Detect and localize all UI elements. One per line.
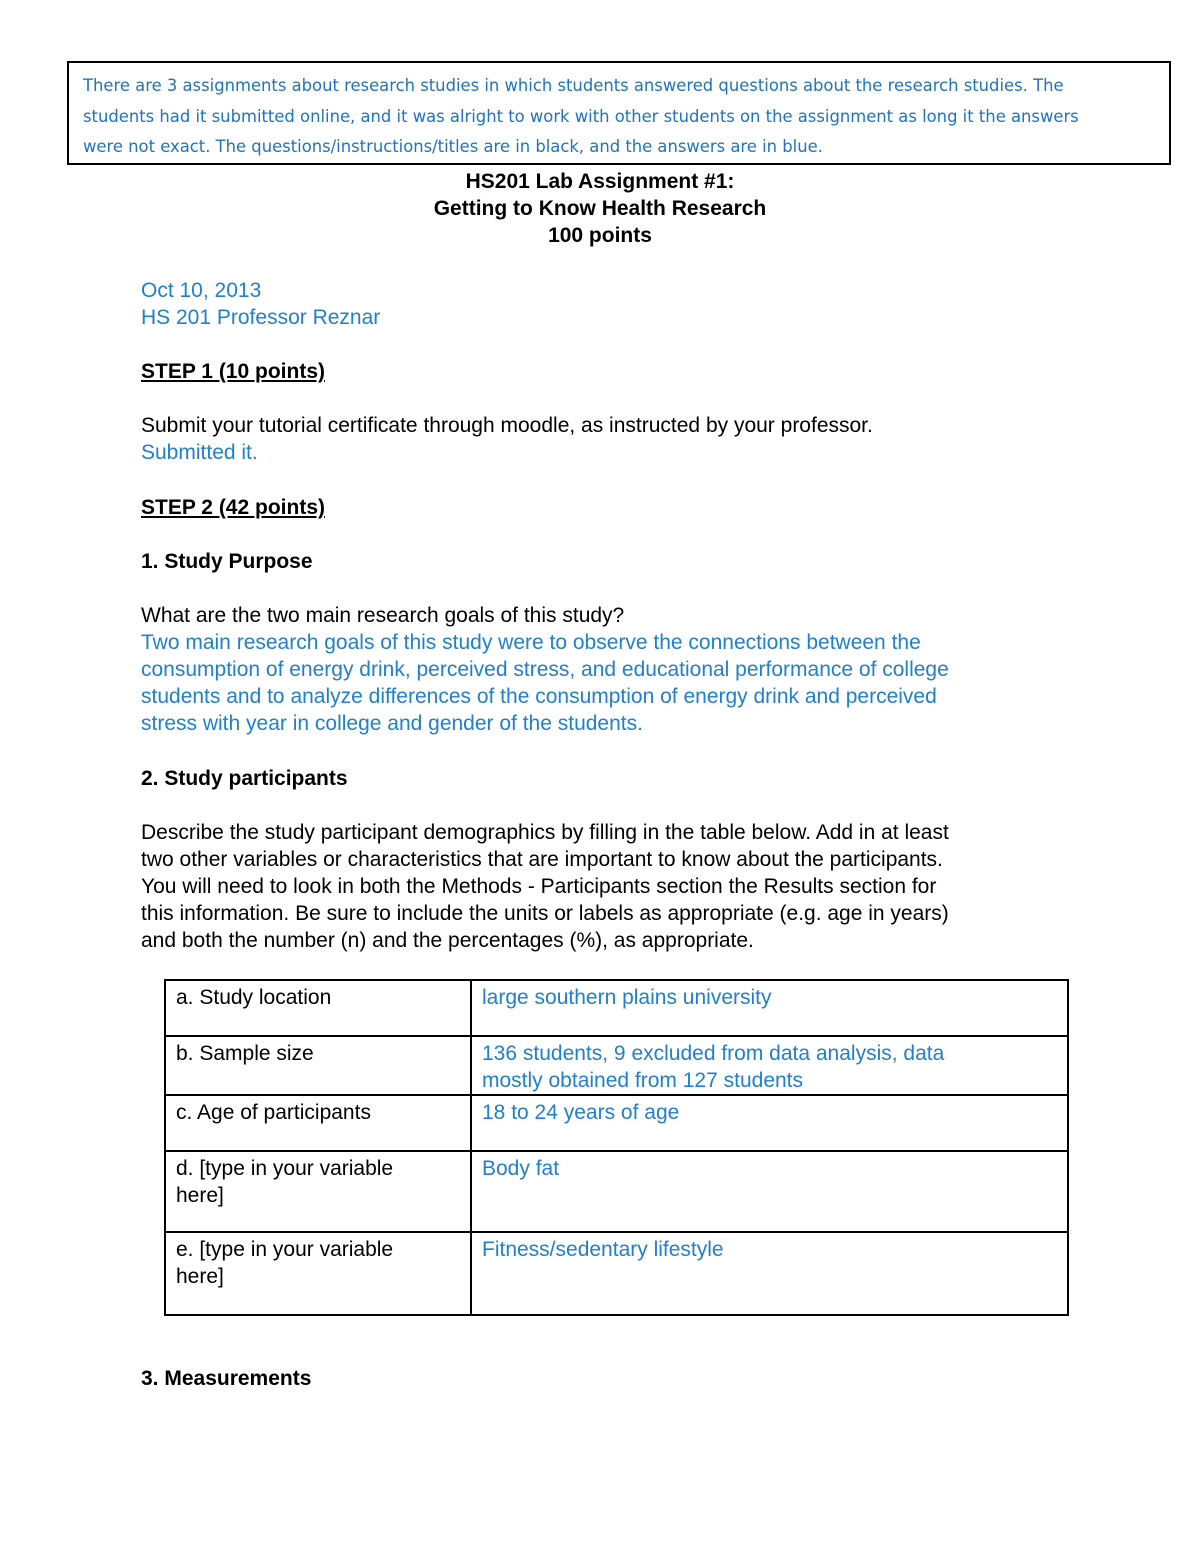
table-row [165, 1232, 1068, 1315]
participants-instruction-line: and both the number (n) and the percentages (%), as appropriate. [141, 929, 754, 952]
intro-note-box [67, 61, 1171, 165]
study-participants-heading [141, 765, 1101, 792]
table-label-cell [165, 1151, 471, 1232]
step1-body [141, 412, 1101, 466]
row-value-age: 18 to 24 years of age [482, 1101, 680, 1124]
participants-instruction-line: two other variables or characteristics that are important to know about the participants. [141, 848, 943, 871]
intro-note-line: There are 3 assignments about research studies in which students answered questions about the research studies. The [83, 76, 1064, 95]
table-value-cell [471, 1151, 1068, 1232]
step2-heading [141, 494, 1101, 521]
title-points: 100 points [548, 224, 652, 247]
table-value-cell [471, 980, 1068, 1036]
study-purpose-heading-text: 1. Study Purpose [141, 550, 313, 573]
table-row [165, 1036, 1068, 1095]
document-title [0, 168, 1200, 249]
title-subject: Getting to Know Health Research [433, 197, 767, 220]
row-label-study-location: a. Study location [176, 986, 332, 1009]
table-label-cell [165, 980, 471, 1036]
row-value-variable-e: Fitness/sedentary lifestyle [482, 1238, 724, 1261]
row-label-variable-d: d. [type in your variable [176, 1157, 394, 1180]
measurements-heading [141, 1365, 1101, 1392]
intro-note-line: students had it submitted online, and it was alright to work with other students on the assignment as long it the answers [83, 106, 1079, 126]
submission-meta [141, 277, 1101, 331]
table-value-cell [471, 1095, 1068, 1151]
study-purpose-answer-line: students and to analyze differences of the consumption of energy drink and perceived [141, 685, 937, 708]
course-professor: HS 201 Professor Reznar [141, 306, 381, 329]
row-value-study-location: large southern plains university [482, 986, 772, 1009]
study-purpose-question: What are the two main research goals of this study? [141, 604, 625, 627]
study-purpose-answer-line: Two main research goals of this study were to observe the connections between the [141, 631, 921, 654]
table-label-cell [165, 1095, 471, 1151]
row-value-sample-size: 136 students, 9 excluded from data analysis, data [482, 1042, 945, 1065]
study-purpose-answer-line: stress with year in college and gender of the students. [141, 712, 643, 735]
row-label-variable-e: e. [type in your variable [176, 1238, 394, 1261]
row-label-variable-e: here] [176, 1265, 224, 1288]
measurements-heading-text: 3. Measurements [141, 1367, 312, 1390]
study-participants-instructions [141, 819, 1101, 954]
study-purpose-answer-line: consumption of energy drink, perceived stress, and educational performance of college [141, 658, 949, 681]
table-label-cell [165, 1232, 471, 1315]
demographics-table [164, 979, 1069, 1316]
table-row [165, 1151, 1068, 1232]
participants-instruction-line: You will need to look in both the Methods - Participants section the Results section for [141, 875, 937, 898]
study-purpose-body [141, 602, 1101, 737]
step1-answer: Submitted it. [141, 441, 258, 464]
step2-heading-text: STEP 2 (42 points) [141, 496, 325, 519]
step1-instruction: Submit your tutorial certificate through moodle, as instructed by your professor. [141, 414, 873, 437]
participants-instruction-line: this information. Be sure to include the units or labels as appropriate (e.g. age in years) [141, 902, 949, 925]
table-row [165, 1095, 1068, 1151]
table-label-cell [165, 1036, 471, 1095]
table-value-cell [471, 1232, 1068, 1315]
table-value-cell [471, 1036, 1068, 1095]
step1-heading [141, 358, 1101, 385]
participants-instruction-line: Describe the study participant demographics by filling in the table below. Add in at least [141, 821, 949, 844]
title-assignment: HS201 Lab Assignment #1: [465, 170, 735, 193]
row-value-variable-d: Body fat [482, 1157, 560, 1180]
submission-date: Oct 10, 2013 [141, 279, 262, 302]
row-label-sample-size: b. Sample size [176, 1042, 314, 1065]
study-participants-heading-text: 2. Study participants [141, 767, 348, 790]
row-label-age: c. Age of participants [176, 1101, 371, 1124]
row-value-sample-size: mostly obtained from 127 students [482, 1069, 804, 1092]
step1-heading-text: STEP 1 (10 points) [141, 360, 325, 383]
table-row [165, 980, 1068, 1036]
row-label-variable-d: here] [176, 1184, 224, 1207]
study-purpose-heading [141, 548, 1101, 575]
intro-note-line: were not exact. The questions/instructions/titles are in black, and the answers are in blue. [83, 137, 823, 156]
